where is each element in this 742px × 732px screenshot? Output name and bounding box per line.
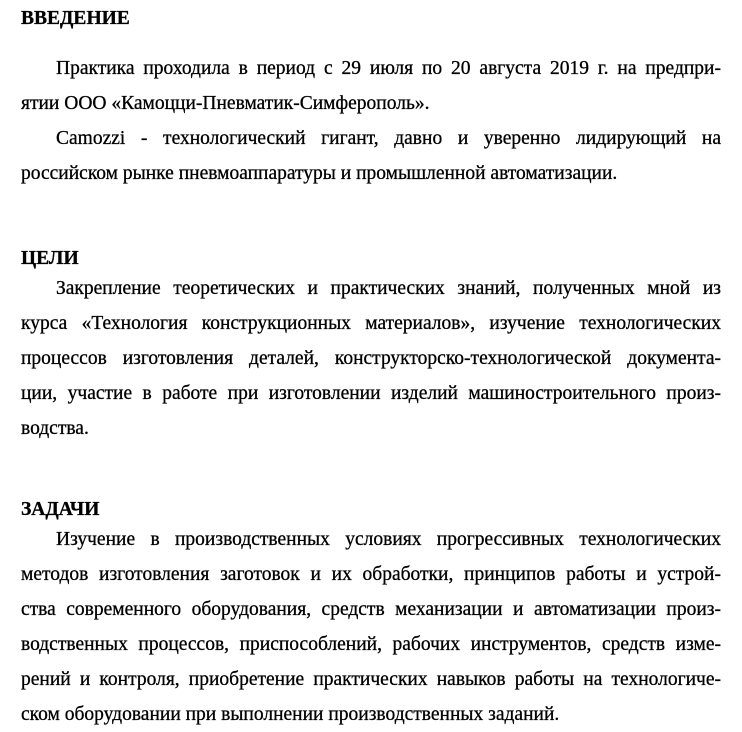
paragraph [21,522,721,732]
paragraph [21,51,721,121]
text-line: ском оборудовании при выполнении производственных заданий. [21,704,560,725]
text-line: ции, участие в работе при изготовлении изделий машиностроительного произ- [21,383,721,404]
text-line: Изучение в производственных условиях прогрессивных технологических [56,529,721,550]
text-line: российском рынке пневмоаппаратуры и промышленной автоматизации. [21,163,618,184]
text-line: процессов изготовления деталей, конструкторско-технологической документа- [21,348,721,369]
heading-tasks: ЗАДАЧИ [21,499,100,520]
text-line: ятии ООО «Камоцци-Пневматик-Симферополь». [21,93,430,114]
heading-goals: ЦЕЛИ [21,248,79,269]
text-line: Закрепление теоретических и практических знаний, полученных мной из [56,278,721,299]
section-tasks [21,492,721,732]
text-line: рений и контроля, приобретение практических навыков работы на технологиче- [21,669,721,690]
text-line: ства современного оборудования, средств механизации и автоматизации произ- [21,599,721,620]
heading-introduction: ВВЕДЕНИЕ [21,8,130,29]
text-line: методов изготовления заготовок и их обработки, принципов работы и устрой- [21,564,721,585]
section-goals [21,241,721,446]
paragraph [21,271,721,446]
text-line: Camozzi - технологический гигант, давно и уверенно лидирующий на [56,128,721,149]
text-line: водственных процессов, приспособлений, рабочих инструментов, средств изме- [21,634,721,655]
section-introduction [21,1,721,191]
text-line: водства. [21,418,89,439]
paragraph [21,121,721,191]
text-line: Практика проходила в период с 29 июля по 20 августа 2019 г. на предпри- [56,58,721,79]
text-line: курса «Технология конструкционных материалов», изучение технологических [21,313,721,334]
